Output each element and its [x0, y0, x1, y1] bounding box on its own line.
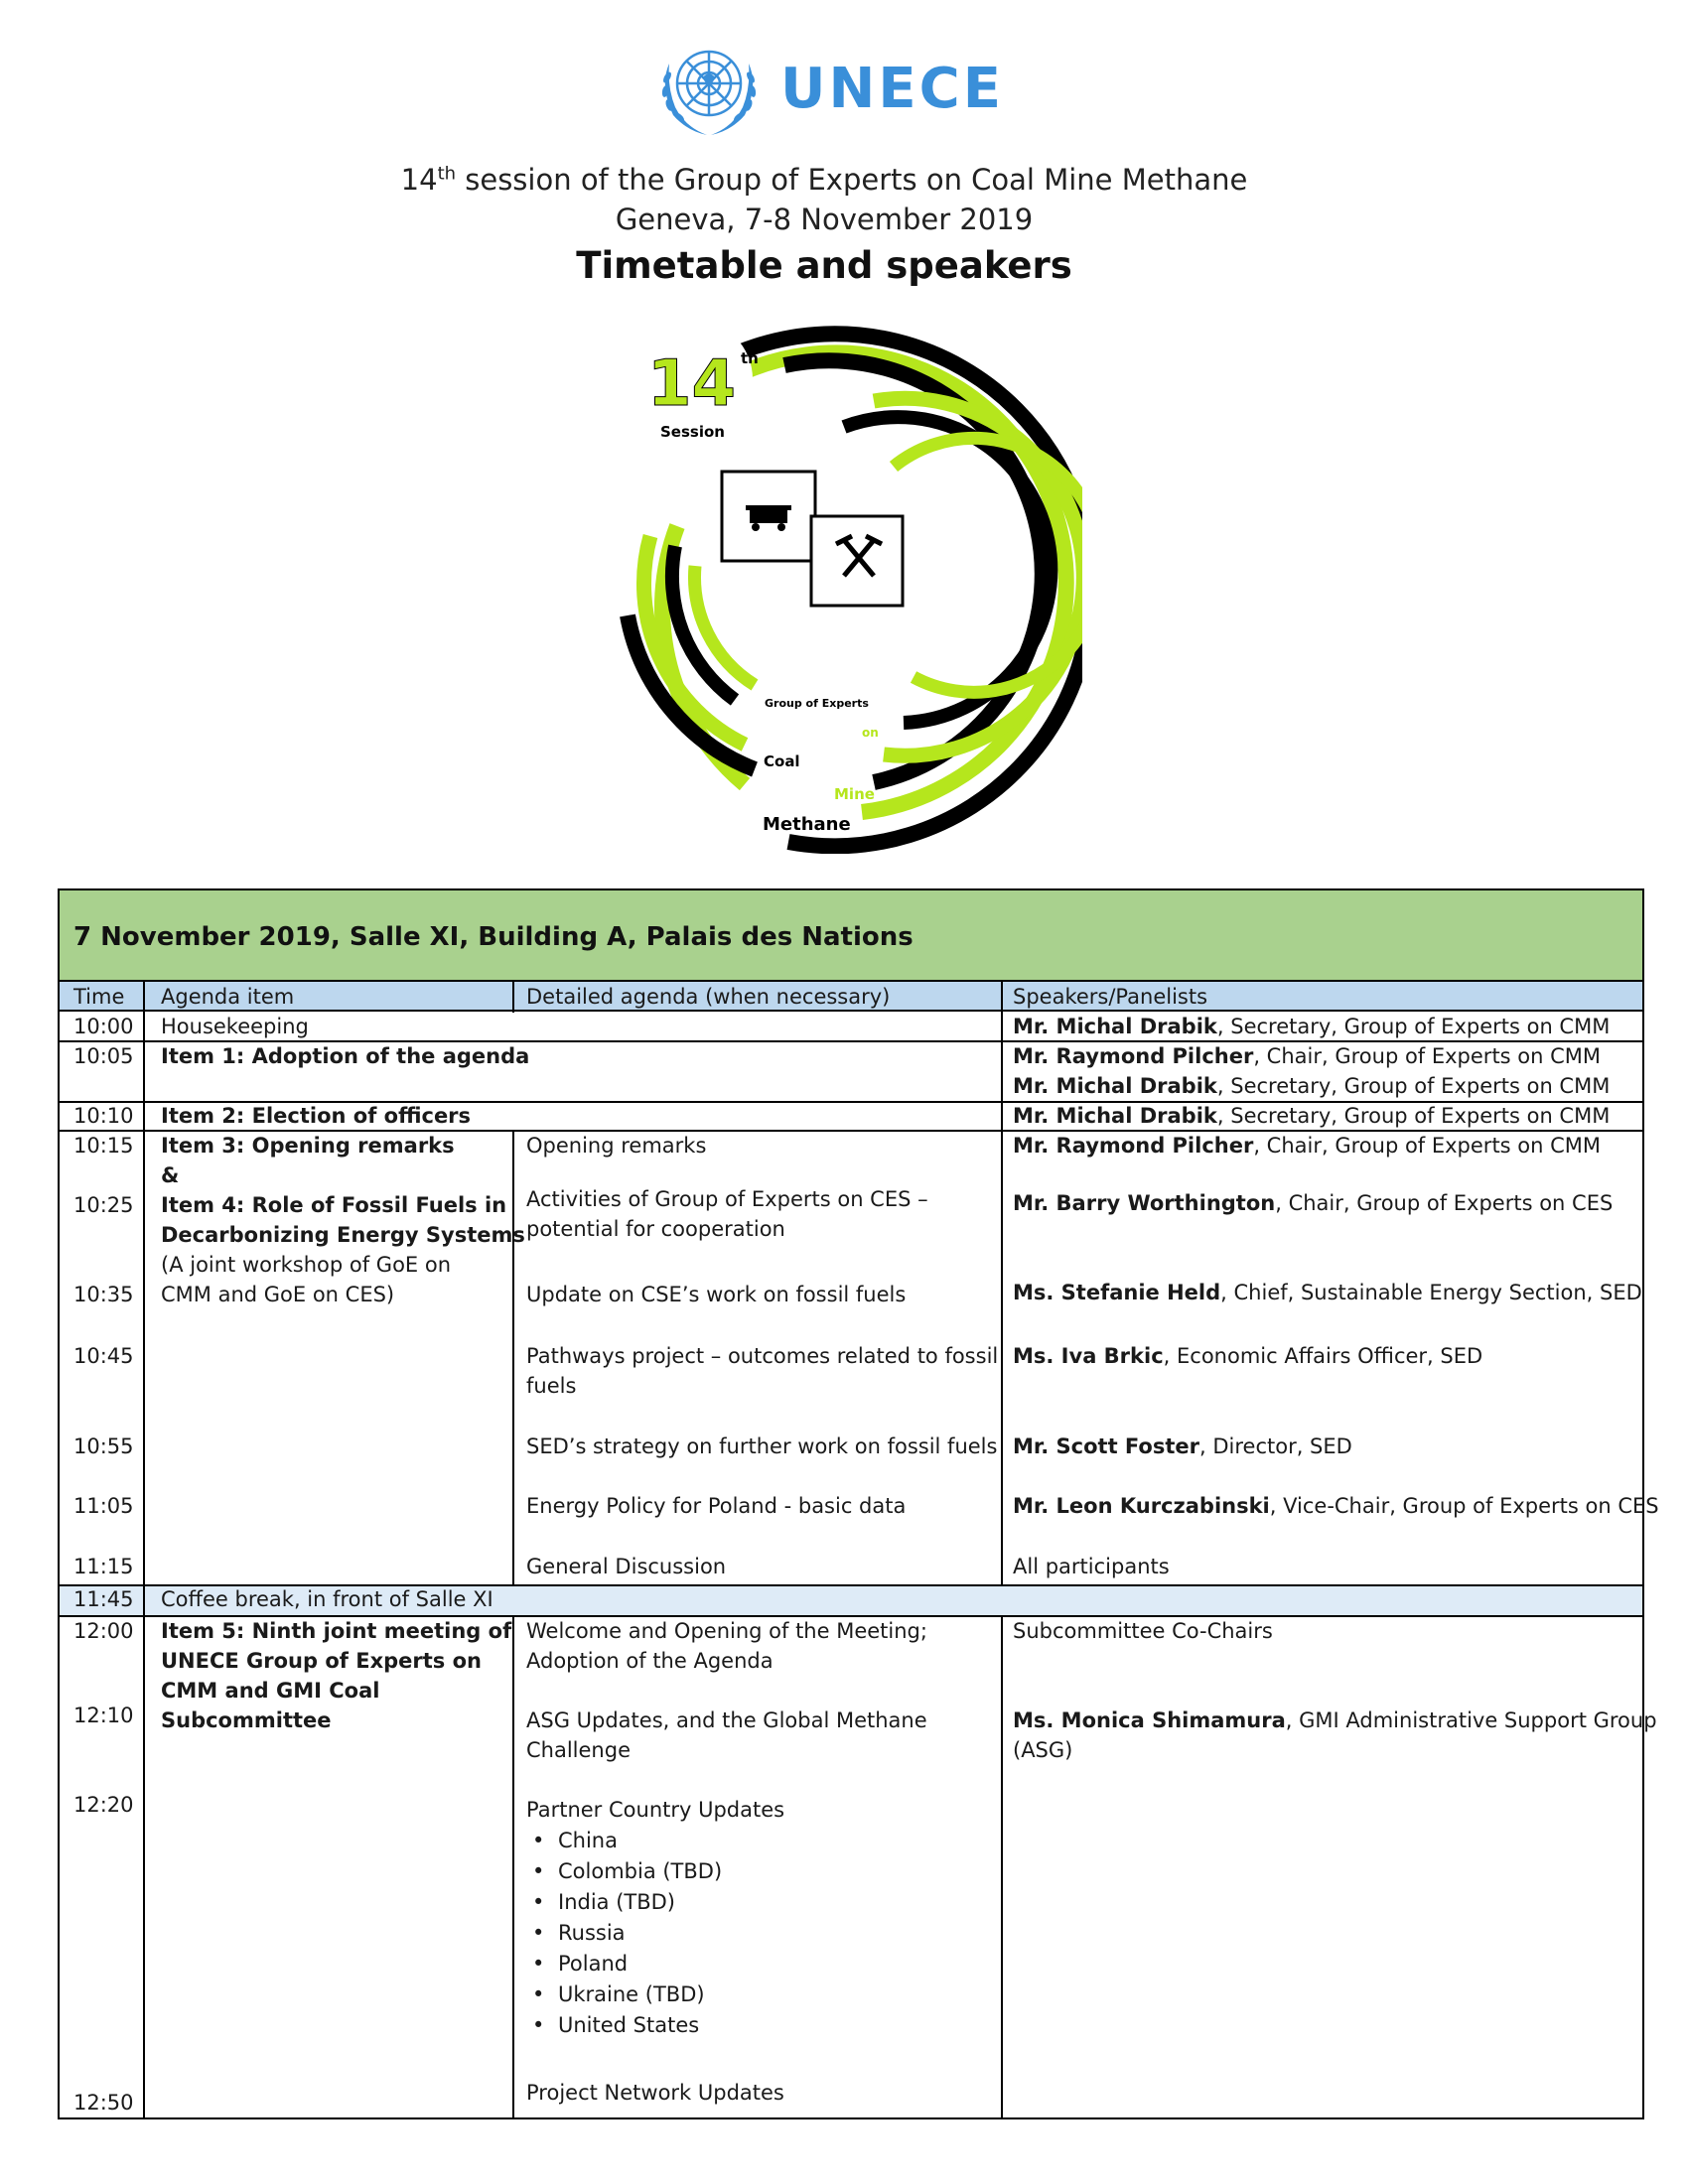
- emblem-number: 14: [647, 347, 737, 421]
- col-header-speakers: Speakers/Panelists: [1013, 985, 1208, 1009]
- list-item: • Colombia (TBD): [532, 1859, 723, 1883]
- svg-text:th: th: [741, 349, 759, 367]
- unece-logo: [647, 34, 1005, 143]
- list-item: • Russia: [532, 1921, 626, 1945]
- emblem-session-label: Session: [660, 423, 725, 441]
- table-banner: 7 November 2019, Salle XI, Building A, Palais des Nations: [60, 890, 1642, 982]
- list-item: • Ukraine (TBD): [532, 1982, 705, 2006]
- list-item: • India (TBD): [532, 1890, 676, 1914]
- org-name: UNECE: [780, 57, 1004, 121]
- page-title: Timetable and speakers: [576, 244, 1072, 287]
- col-header-agenda: Agenda item: [161, 985, 295, 1009]
- svg-text:Mine: Mine: [834, 785, 875, 803]
- list-item: • Poland: [532, 1952, 629, 1976]
- svg-text:Coal: Coal: [764, 752, 800, 770]
- svg-text:on: on: [862, 726, 879, 740]
- list-item: • China: [532, 1829, 618, 1852]
- svg-text:Group of Experts: Group of Experts: [765, 697, 869, 710]
- session-emblem: [546, 318, 1082, 854]
- col-header-time: Time: [73, 985, 125, 1009]
- list-item: • United States: [532, 2013, 700, 2037]
- session-line: 14th session of the Group of Experts on Coal Mine Methane: [400, 163, 1248, 197]
- place-date: Geneva, 7-8 November 2019: [615, 203, 1034, 236]
- col-header-detail: Detailed agenda (when necessary): [526, 985, 891, 1009]
- table-header-row: [60, 982, 1642, 1012]
- un-emblem-icon: [647, 34, 771, 143]
- timetable: 7 November 2019, Salle XI, Building A, Palais des Nations Time Agenda item Detailed agenda (when necessary) Speakers/Panelists 10:00 Housekeeping Mr. Michal Drabik, Secretary, Group of Experts on CMM 10:05 Item 1: Adoption of the agenda Mr. Raymond Pilcher, Chair, Group of Experts on CMM Mr. Michal Drabik, Secretary, Group of Experts on CMM 10:10 Item 2: Election of officers Mr. Michal Drabik, Secretary, Group of Experts on CMM 10:15 10:25 10:35 10:45 10:55 11:05 11:15 Item 3: Opening remarks & Item 4: Role of Fossil Fuels in Decarbonizing Energy Systems (A joint workshop of GoE on CMM and GoE on CES) Opening remarks Activities of Group of Experts on CES – potential for cooperation Update on CSE’s work on fossil fuels Pathways project – outcomes related to fossil fuels SED’s strategy on further work on fossil fuels Energy Policy for Poland - basic data General Discussion Mr. Raymond Pilcher, Chair, Group of Experts on CMM Mr. Barry Worthington, Chair, Group of Experts on CES Ms. Stefanie Held, Chief, Sustainable Energy Section, SED Ms. Iva Brkic, Economic Affairs Officer, SED Mr. Scott Foster, Director, SED Mr. Leon Kurczabinski, Vice-Chair, Group of Experts on CES All participants 11:45 Coffee break, in front of Salle XI 12:00 12:10 12:20 12:50 Item 5: Ninth joint meeting of UNECE Group of Experts on CMM and GMI Coal Subcommittee Welcome and Opening of the Meeting; Adoption of the Agenda ASG Updates, and the Global Methane Challenge Partner Country Updates • China • Colombia (TBD) • India (TBD) • Russia • Poland • Ukraine (TBD) • United States Project Network Updates Subcommittee Co-Chairs Ms. Monica Shimamura, GMI Administrative Support Group (ASG): [58, 888, 1644, 2119]
- svg-text:Methane: Methane: [763, 814, 851, 835]
